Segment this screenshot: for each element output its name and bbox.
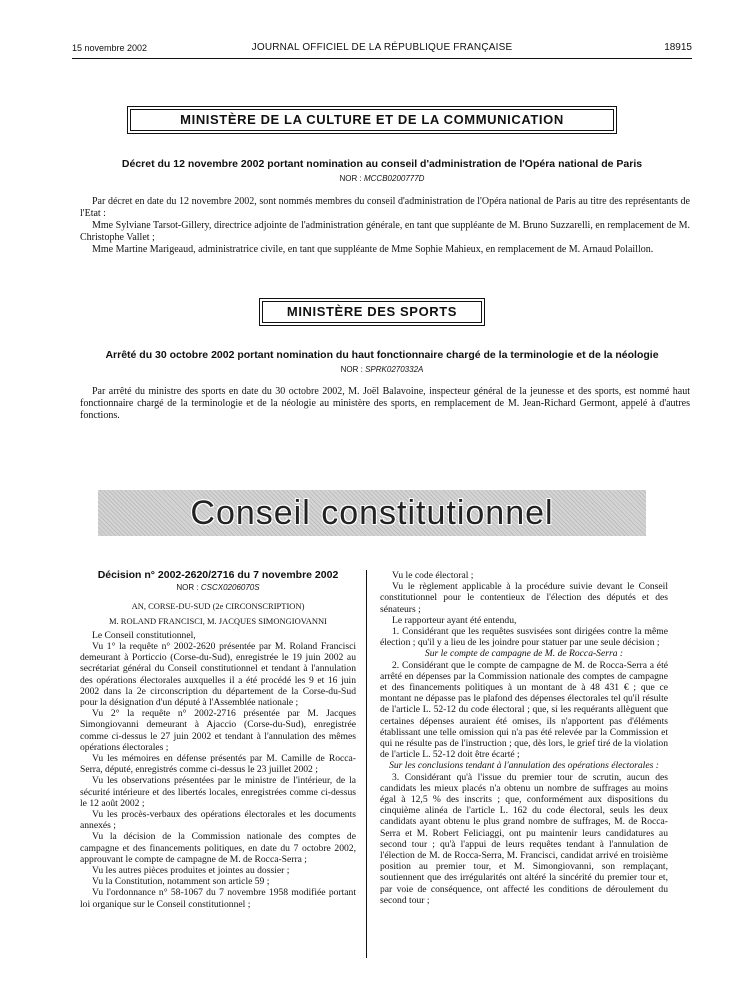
decision-left-column bbox=[80, 570, 356, 910]
banner-title: Conseil constitutionnel bbox=[190, 494, 554, 532]
subheading: Sur le compte de campagne de M. de Rocca-Serra : bbox=[424, 648, 624, 660]
ministry-box-culture bbox=[130, 109, 614, 131]
ministry-name: MINISTÈRE DES SPORTS bbox=[286, 304, 458, 319]
paragraph: Mme Martine Marigeaud, administratrice civile, en tant que suppléante de Mme Sophie Mahieux, en remplacement de M. Arnaud Polaillon. bbox=[92, 244, 654, 255]
page-number: 18915 bbox=[664, 42, 692, 53]
issue-date: 15 novembre 2002 bbox=[72, 43, 148, 53]
nor-label: NOR : bbox=[176, 583, 199, 593]
paragraph: Vu le règlement applicable à la procédure suivie devant le Conseil constitutionnel pour le contentieux de l'élection des députés et des sénateurs ; bbox=[380, 581, 668, 615]
header-rule bbox=[72, 58, 692, 59]
paragraph: Vu 2° la requête n° 2002-2716 présentée par M. Jacques Simongiovanni demeurant à Ajaccio (Corse-du-Sud), enregistrée comme ci-dessus le 27 juin 2002 et tendant à l'annulation des mêmes opérations électorales ; bbox=[80, 708, 356, 753]
paragraph: Le rapporteur ayant été entendu, bbox=[392, 614, 517, 626]
paragraph: Vu le code électoral ; bbox=[392, 570, 474, 581]
decree-title: Décret du 12 novembre 2002 portant nomination au conseil d'administration de l'Opéra national de Paris bbox=[121, 158, 643, 170]
ministry-box-sports bbox=[262, 301, 482, 323]
paragraph: Mme Sylviane Tarsot-Gillery, directrice adjointe de l'administration générale, en tant que suppléante de M. Bruno Suzzarelli, en remplacement de M. Christophe Vallet ; bbox=[80, 220, 690, 243]
decision-right-column bbox=[380, 570, 668, 906]
decision-title: Décision n° 2002-2620/2716 du 7 novembre 2002 bbox=[97, 569, 339, 581]
nor-code: SPRK0270332A bbox=[365, 365, 424, 374]
nor-reference bbox=[80, 582, 356, 593]
nor-label: NOR : bbox=[340, 365, 363, 374]
paragraph: Vu 1° la requête n° 2002-2620 présentée par M. Roland Francisci demeurant à Porticcio (Corse-du-Sud), enregistrée le 19 juin 2002 au secrétariat général du Conseil constitutionnel et tendant à l'annulation des opérations électorales auxquelles il a été procédé les 9 et 16 juin 2002 dans la 2e circonscription du département de la Corse-du-Sud pour la désignation d'un député à l'Assemblée nationale ; bbox=[80, 641, 356, 709]
nor-reference bbox=[72, 365, 692, 374]
nor-code: MCCB0200777D bbox=[363, 174, 425, 183]
paragraph: Vu la Constitution, notamment son article 59 ; bbox=[92, 876, 270, 888]
nor-reference bbox=[72, 174, 692, 183]
paragraph: Vu la décision de la Commission nationale des comptes de campagne et des financements politiques, en date du 7 octobre 2002, approuvant le compte de campagne de M. de Rocca-Serra ; bbox=[80, 831, 356, 865]
parties-heading: M. ROLAND FRANCISCI, M. JACQUES SIMONGIOVANNI bbox=[108, 615, 328, 626]
constituency-heading: AN, CORSE-DU-SUD (2e CIRCONSCRIPTION) bbox=[131, 601, 305, 612]
ministry-name: MINISTÈRE DE LA CULTURE ET DE LA COMMUNICATION bbox=[180, 112, 564, 127]
column-divider bbox=[366, 570, 367, 958]
arrete-title: Arrêté du 30 octobre 2002 portant nomination du haut fonctionnaire chargé de la terminologie et de la néologie bbox=[105, 349, 659, 361]
paragraph: Par arrêté du ministre des sports en date du 30 octobre 2002, M. Joël Balavoine, inspecteur général de la jeunesse et des sports, est nommé haut fonctionnaire chargé de la terminologie et de la néologie au ministère des sports, en remplacement de M. Jean-Richard Germont, appelé à d'autres fonctions. bbox=[80, 386, 690, 421]
paragraph: Vu les observations présentées par le ministre de l'intérieur, de la sécurité intérieure et des libertés locales, enregistrées comme ci-dessus le 12 août 2002 ; bbox=[80, 775, 356, 809]
subheading: Sur les conclusions tendant à l'annulation des opérations électorales : bbox=[389, 760, 659, 772]
paragraph: Vu les procès-verbaux des opérations électorales et les documents annexés ; bbox=[80, 809, 356, 832]
paragraph: Vu les mémoires en défense présentés par M. Camille de Rocca-Serra, député, enregistrés comme ci-dessus le 23 juillet 2002 ; bbox=[80, 753, 356, 776]
paragraph: 1. Considérant que les requêtes susvisées sont dirigées contre la même élection ; qu'il y a lieu de les joindre pour statuer par une seule décision ; bbox=[380, 626, 668, 649]
paragraph: Par décret en date du 12 novembre 2002, sont nommés membres du conseil d'administration de l'Opéra national de Paris au titre des représentants de l'Etat : bbox=[80, 196, 690, 219]
paragraph: Vu les autres pièces produites et jointes au dossier ; bbox=[92, 865, 290, 877]
paragraph: Vu l'ordonnance n° 58-1067 du 7 novembre 1958 modifiée portant loi organique sur le Conseil constitutionnel ; bbox=[80, 887, 356, 910]
page-header bbox=[72, 40, 692, 56]
decree-body bbox=[80, 196, 690, 256]
nor-label: NOR : bbox=[339, 174, 362, 183]
arrete-body bbox=[80, 386, 690, 422]
paragraph: 3. Considérant qu'à l'issue du premier tour de scrutin, aucun des candidats les mieux placés n'a obtenu un nombre de suffrages au moins égal à 12,5 % des inscrits ; que, conformément aux dispositions du cinquième alinéa de l'article L. 162 du code électoral, seuls les deux candidats ayant obtenu le plus grand nombre de suffrages, M. de Rocca-Serra et M. Robert Feliciaggi, ont pu maintenir leurs candidatures au second tour ; qu'à l'appui de leurs requêtes tendant à l'annulation de l'élection de M. de Rocca-Serra, M. Francisci, candidat arrivé en troisième position au premier tour, et M. Simongiovanni, son remplaçant, soutiennent que des irrégularités ont altéré la sincérité du premier tour et, par voie de conséquence, ont affecté les conditions de déroulement du second tour ; bbox=[380, 771, 668, 906]
paragraph: 2. Considérant que le compte de campagne de M. de Rocca-Serra a été arrêté en dépenses par la Commission nationale des comptes de campagne et des financements politiques à un montant de à 48 431 € ; que ce montant ne dépasse pas le plafond des dépenses électorales tel qu'il résulte de l'article L. 52-12 du code électoral ; que, si les requérants allèguent que certaines dépenses auraient été omises, ils n'apportent pas d'éléments établissant une telle omission qui n'a pas été relevée par la Commission et qui ne résulte pas de l'instruction ; que, dès lors, le grief tiré de la violation de l'article L. 52-12 doit être écarté ; bbox=[380, 659, 668, 761]
paragraph: Le Conseil constitutionnel, bbox=[92, 629, 196, 641]
nor-code: CSCX0206070S bbox=[200, 583, 260, 593]
section-banner bbox=[98, 490, 646, 536]
journal-title: JOURNAL OFFICIEL DE LA RÉPUBLIQUE FRANÇAISE bbox=[251, 42, 513, 53]
